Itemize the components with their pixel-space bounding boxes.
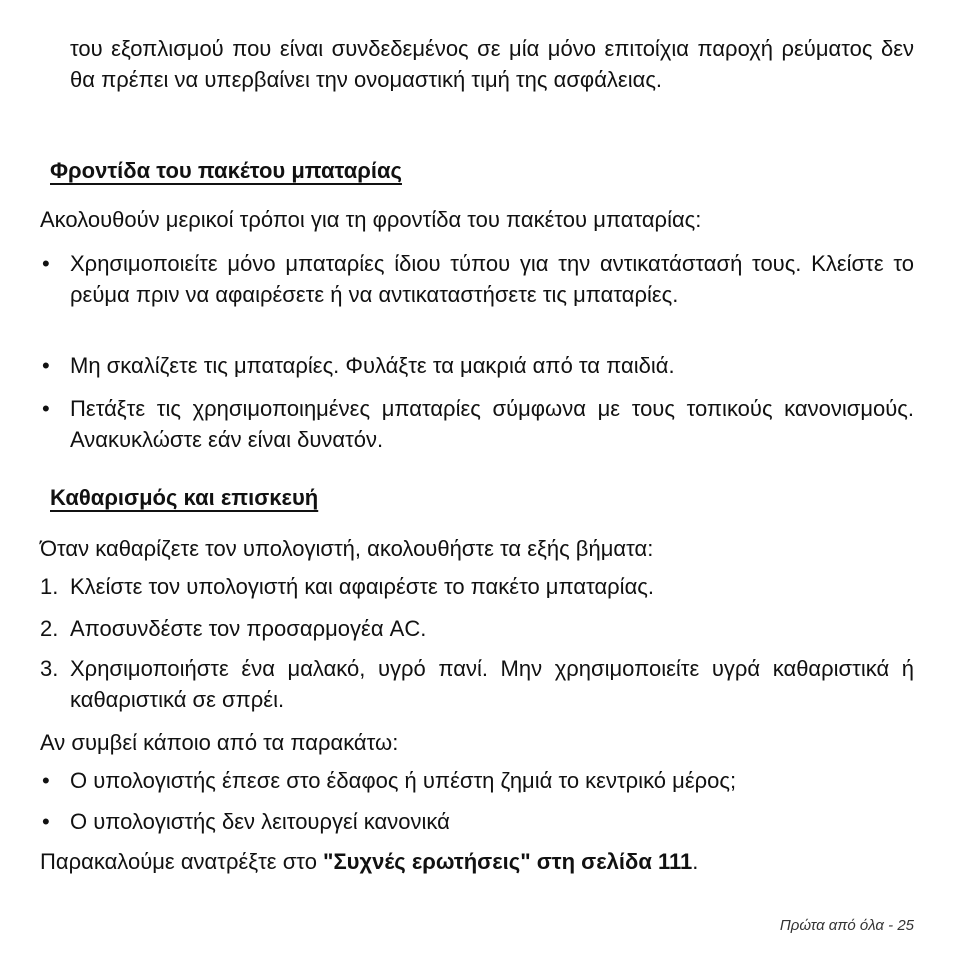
referral-suffix: .: [692, 849, 699, 874]
list-item-text: Χρησιμοποιείτε μόνο μπαταρίες ίδιου τύπου για την αντικατάστασή τους. Κλείστε το ρεύμα πριν να αφαιρέσετε ή να αντικαταστήσετε τις μπαταρίες.: [70, 251, 914, 307]
step-text: Κλείστε τον υπολογιστή και αφαιρέστε το πακέτο μπαταρίας.: [70, 574, 654, 599]
faq-page-link[interactable]: "Συχνές ερωτήσεις" στη σελίδα 111: [323, 849, 693, 874]
step-number: 2.: [40, 616, 59, 641]
step-text: Χρησιμοποιήστε ένα μαλακό, υγρό πανί. Μην χρησιμοποιείτε υγρά καθαριστικά ή καθαριστικά σε σπρέι.: [70, 656, 914, 712]
list-item-text: Ο υπολογιστής δεν λειτουργεί κανονικά: [70, 809, 450, 834]
bullet-marker: •: [42, 353, 50, 378]
conditions-intro: Αν συμβεί κάποιο από τα παρακάτω:: [40, 730, 399, 755]
bullet-marker: •: [42, 768, 50, 793]
bullet-marker: •: [42, 809, 50, 834]
list-item-text: Μη σκαλίζετε τις μπαταρίες. Φυλάξτε τα μακριά από τα παιδιά.: [70, 353, 675, 378]
intro-continuation-paragraph: του εξοπλισμού που είναι συνδεδεμένος σε μία μόνο επιτοίχια παροχή ρεύματος δεν θα πρέπει να υπερβαίνει την ονομαστική τιμή της ασφάλειας.: [70, 36, 914, 92]
step-number: 1.: [40, 574, 59, 599]
cleaning-heading: Καθαρισμός και επισκευή: [50, 485, 319, 510]
list-item-text: Πετάξτε τις χρησιμοποιημένες μπαταρίες σύμφωνα με τους τοπικούς κανονισμούς. Ανακυκλώστε εάν είναι δυνατόν.: [70, 396, 914, 452]
bullet-marker: •: [42, 251, 50, 276]
referral-prefix: Παρακαλούμε ανατρέξτε στο: [40, 849, 324, 874]
footer-section-title: Πρώτα από όλα -: [779, 917, 894, 934]
battery-care-heading: Φροντίδα του πακέτου μπαταρίας: [50, 158, 402, 183]
page-footer: [780, 916, 914, 936]
page-number: 25: [897, 917, 914, 934]
step-text: Αποσυνδέστε τον προσαρμογέα AC.: [70, 616, 427, 641]
cleaning-intro: Όταν καθαρίζετε τον υπολογιστή, ακολουθήστε τα εξής βήματα:: [40, 536, 654, 561]
battery-care-intro: Ακολουθούν μερικοί τρόποι για τη φροντίδα του πακέτου μπαταρίας:: [40, 207, 702, 232]
step-number: 3.: [40, 656, 59, 681]
referral-paragraph: [40, 846, 914, 877]
list-item-text: Ο υπολογιστής έπεσε στο έδαφος ή υπέστη ζημιά το κεντρικό μέρος;: [70, 768, 737, 793]
bullet-marker: •: [42, 396, 50, 421]
